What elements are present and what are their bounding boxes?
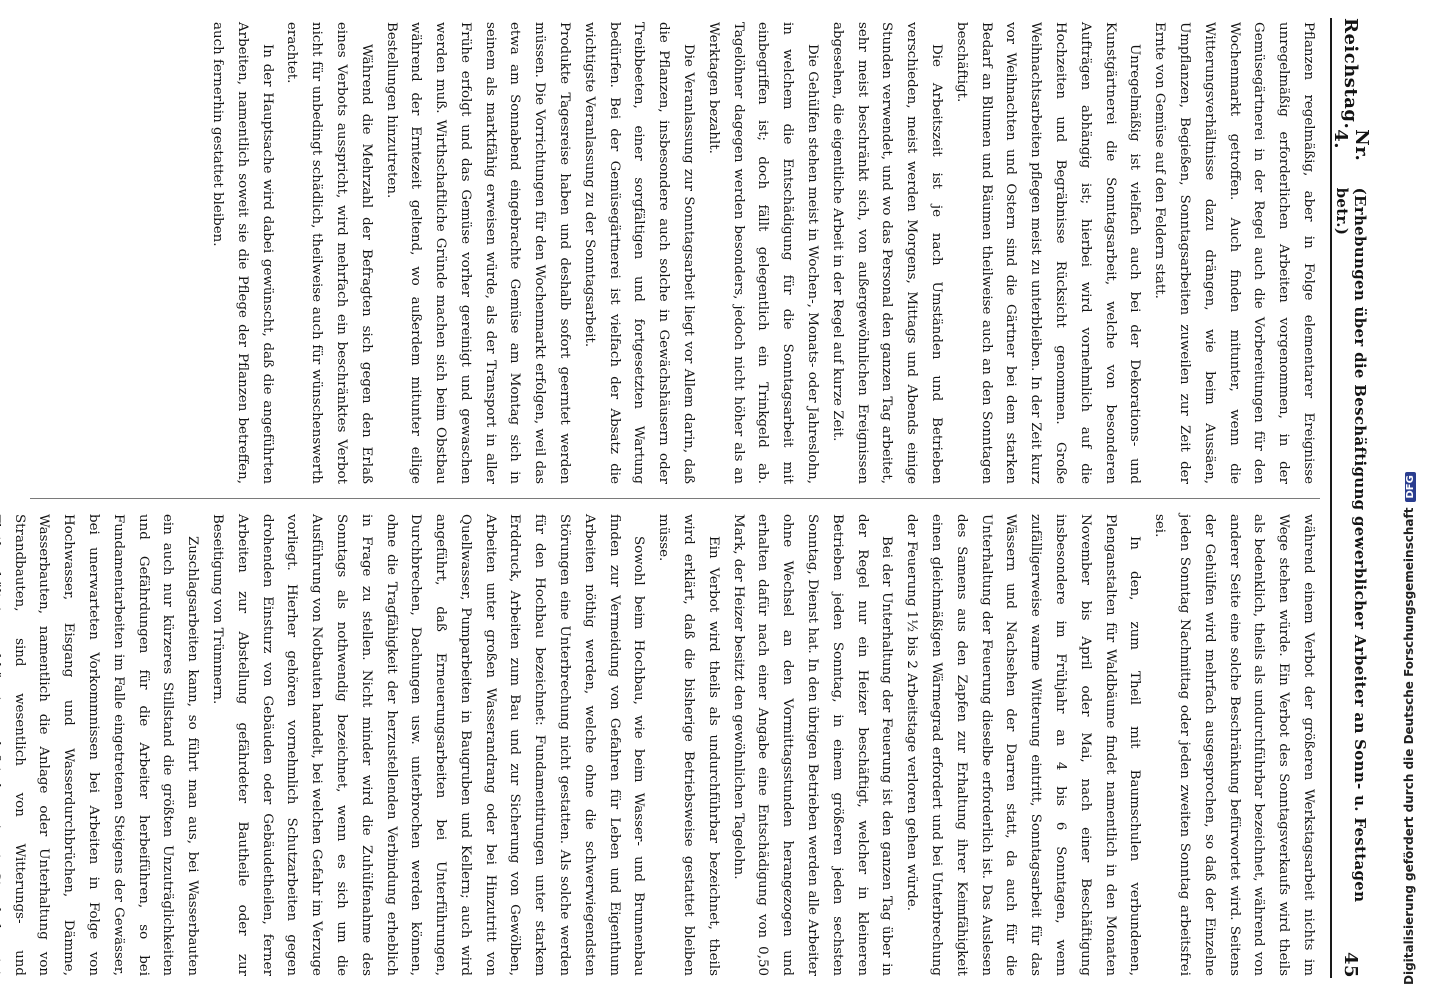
paragraph: Die Veranlassung zur Sonntagsarbeit liegt vor Allem darin, daß die Pflanzen, insbesondere auch solche in Gewächshäusern oder Treibbeeten, einer sorgfältigen und fortgesetzten Wartung bedürfen. Bei der Gemüsegärtnerei ist vielfach der Absatz die wichtigste Veranlassung zu der Sonntagsarbeit. (581, 22, 697, 484)
paragraph: Die Arbeitszeit ist je nach Umständen und Betrieben verschieden, meist werden Morgens, Mittags und Abends einige Stunden verwendet, und wo das Personal den ganzen Tag arbeitet, sehr meist beschränkt sich, von außergewöhnlichen Ereignissen abgesehen, die eigentliche Arbeit in der Regel auf kurze Zeit. (829, 22, 945, 484)
column-divider (30, 498, 1320, 499)
paragraph: Zuschlagsarbeiten kann, so führt man aus, bei Wasserbauten ein auch nur kürzeres Stillstand die größten Unzuträglichkeiten und Gefährdungen für die Arbeiter herbeiführen, so bei Fundamentarbeiten im Falle eingetretenen Steigens der Gewässer, bei unerwarteten Vorkommnissen bei Arbeiten in Folge von Hochwasser, Eisgang und Wasserdurchbrüchen, Dämme, Wasserbauten, namentlich die Anlage oder Unterhaltung von Strandbauten, sind wesentlich von Witterungs- und (11, 514, 201, 976)
paragraph: Die Gehülfen stehen meist in Wochen-, Monats- oder Jahreslohn, in welchem die Entschädigung für die Sonntagsarbeit mit einbegriffen ist; doch fällt gelegentlich ein Trinkgeld ab. Tagelöhner dagegen werden besonders, jedoch nicht höher als an Werktagen bezahlt. (705, 22, 821, 484)
header-title: (Erhebungen über die Beschäftigung gewerblicher Arbeiter an Sonn- u. Festtagen betr.) (1333, 187, 1369, 903)
page-header (1330, 18, 1370, 978)
header-number: Nr. 4. (1330, 129, 1372, 162)
footer-credit (1402, 472, 1416, 985)
digitization-footer (1390, 0, 1430, 1000)
paragraph: Unregelmäßig ist vielfach auch bei der Dekorations- und Kunstgärtnerei die Sonntagsarbeit, welche von besonderen Aufträgen abhängig ist; hierbei wird vornehmlich auf die Hochzeiten und Begräbnisse Rücksicht genommen. Große Weihnachtsarbeiten pflegen meist zu unterbleiben. In der Zeit kurz vor Weihnachten und Ostern sind die Gärtner bei dem starken Bedarf an Blumen und Bäumen theilweise auch an den Sonntagen beschäftigt. (953, 22, 1143, 484)
paragraph: In der Hauptsache wird dabei gewünscht, daß die angeführten Arbeiten, namentlich soweit sie die Pflege der Pflanzen betreffen, auch fernerhin gestattet bleiben. (209, 22, 275, 484)
footer-credit-text: Digitalisierung gefördert durch die Deutsche Forschungsgemeinschaft (1402, 507, 1416, 985)
paragraph: Ein Verbot wird theils als undurchführbar bezeichnet, theils wird erklärt, daß die bisherige Betriebsweise gestattet bleiben müsse. (656, 514, 721, 976)
left-text-column (30, 22, 1320, 484)
paragraph: In den, zum Theil mit Baumschulen verbundenen, Plenganstalten für Waldbäume findet namentlich in den Monaten November bis April oder Mai, nach einer Beschäftigung insbesondere im Frühjahr an 4 bis 6 Sonntagen, wenn zufälligerweise warme Witterung eintritt, Sonntagsarbeit für das Wässern und Nachsehen der Darren statt, da auch für die Unterhaltung der Feuerung dieselbe erforderlich ist. Das Auslesen des Samens aus den Zapfen zur Erhaltung ihrer Keimfähigkeit einen gleichmäßigen Wärmegrad erfordert und bei Unterbrechung der Feuerung 1½ bis 2 Arbeitstage verloren gehen würde. (904, 514, 1143, 976)
right-text-column (11, 514, 1320, 976)
paragraph: Pflanzen regelmäßig, aber in Folge elementarer Ereignisse unregelmäßig erforderlichen Arbeiten vorgenommen, in der Gemüsegärtnerei in der Regel auch die Vorbereitungen für den Wochenmarkt getroffen. Auch finden mitunter, wenn die Witterungsverhältnisse dazu drängen, wie beim Aussäen, Umpflanzen, Begießen, Sonntagsarbeiten zuweilen zur Zeit der Ernte von Gemüse auf den Feldern statt. (1152, 22, 1316, 484)
paragraph: Sowohl beim Hochbau, wie beim Wasser- und Brunnenbau finden zur Vermeidung von Gefahren für Leben und Eigenthum Arbeiten nöthig werden, welche ohne die schwerwiegendsten Störungen eine Unterbrechung nicht gestatten. Als solche werden für den Hochbau bezeichnet: Fundamentirungen unter starkem Erddruck, Arbeiten zum Bau und zur Sicherung von Gewölben, Arbeiten unter großen Wasserandrang oder bei Hinzutritt von Quellwasser, Pumparbeiten in Baugruben und Kellern; auch wird angeführt, daß Erneuerungsarbeiten bei Unterführungen, Durchbrechen, Dachungen usw. unterbrochen werden können, ohne die Tragfähigkeit der herzustellenden Verbindung erheblich in Frage zu stellen. Nicht minder wird die Zuhülfenahme des Sonntags als nothwendig bezeichnet, wenn es sich um die Ausführung von Notbauten handelt, bei welchen Gefahr im Verzuge vorliegt. Hierher gehören vornehmlich Schutzarbeiten gegen drohenden Einsturz von Gebäuden oder Gebäudetheilen, ferner Arbeiten zur Abstellung gefährdeter Bautheile oder zur Beseitigung von Trümmern. (209, 514, 647, 976)
dfg-logo: DFG (1405, 472, 1416, 501)
paragraph: während einem Verbot der größeren Werkstagsarbeit nichts im Wege stehen würde. Ein Verbot des Sonntagsverkaufs wird theils als bedenklich, theils als undurchführbar bezeichnet, während von anderer Seite eine solche Beschränkung befürwortet wird. Seitens der Gehülfen wird mehrfach ausgesprochen, so daß der Einzelne jeden Sonntag Nachmittag oder jeden zweiten Sonntag arbeitsfrei sei. (1152, 514, 1316, 976)
paragraph: Produkte Tagesreise haben und deshalb sofort geerntet werden müssen. Die Vorrichtungen für den Wochenmarkt erfolgen, weil das etwa am Sonnabend eingebrachte Gemüse am Montag sich in seinem als marktfähig erweisen würde, als der Transport in aller Frühe erfolgt und das Gemüse vorher gereinigt und gewaschen werden muß. Wirthschaftliche Gründe machen sich beim Obstbau während der Erntezeit geltend, wo außerdem mitunter eilige Bestellungen hinzutreten. (383, 22, 573, 484)
printed-page (12, 0, 1382, 1000)
paragraph: Während die Mehrzahl der Befragten sich gegen den Erlaß eines Verbots ausspricht, wird mehrfach ein beschränktes Verbot nicht für unbedingt schädlich, theilweise auch für wünschenswerth erachtet. (284, 22, 374, 484)
paragraph: Bei der Unterhaltung der Feuerung ist den ganzen Tag über in der Regel nur ein Heizer beschäftigt, welcher in kleineren Betrieben jeden Sonntag, in einem größeren jeden sechsten Sonntag, Dienst hat. In den übrigen Betrieben werden alle Arbeiter ohne Wechsel an den Vormittagsstunden herangezogen und erhalten dafür nach einer Angabe eine Entschädigung von 0,50 Mark, der Heizer besitzt den gewöhnlichen Tagelohn. (730, 514, 895, 976)
header-reichstag: Reichstag. (1340, 18, 1362, 130)
page-number: 45 (1340, 951, 1362, 978)
